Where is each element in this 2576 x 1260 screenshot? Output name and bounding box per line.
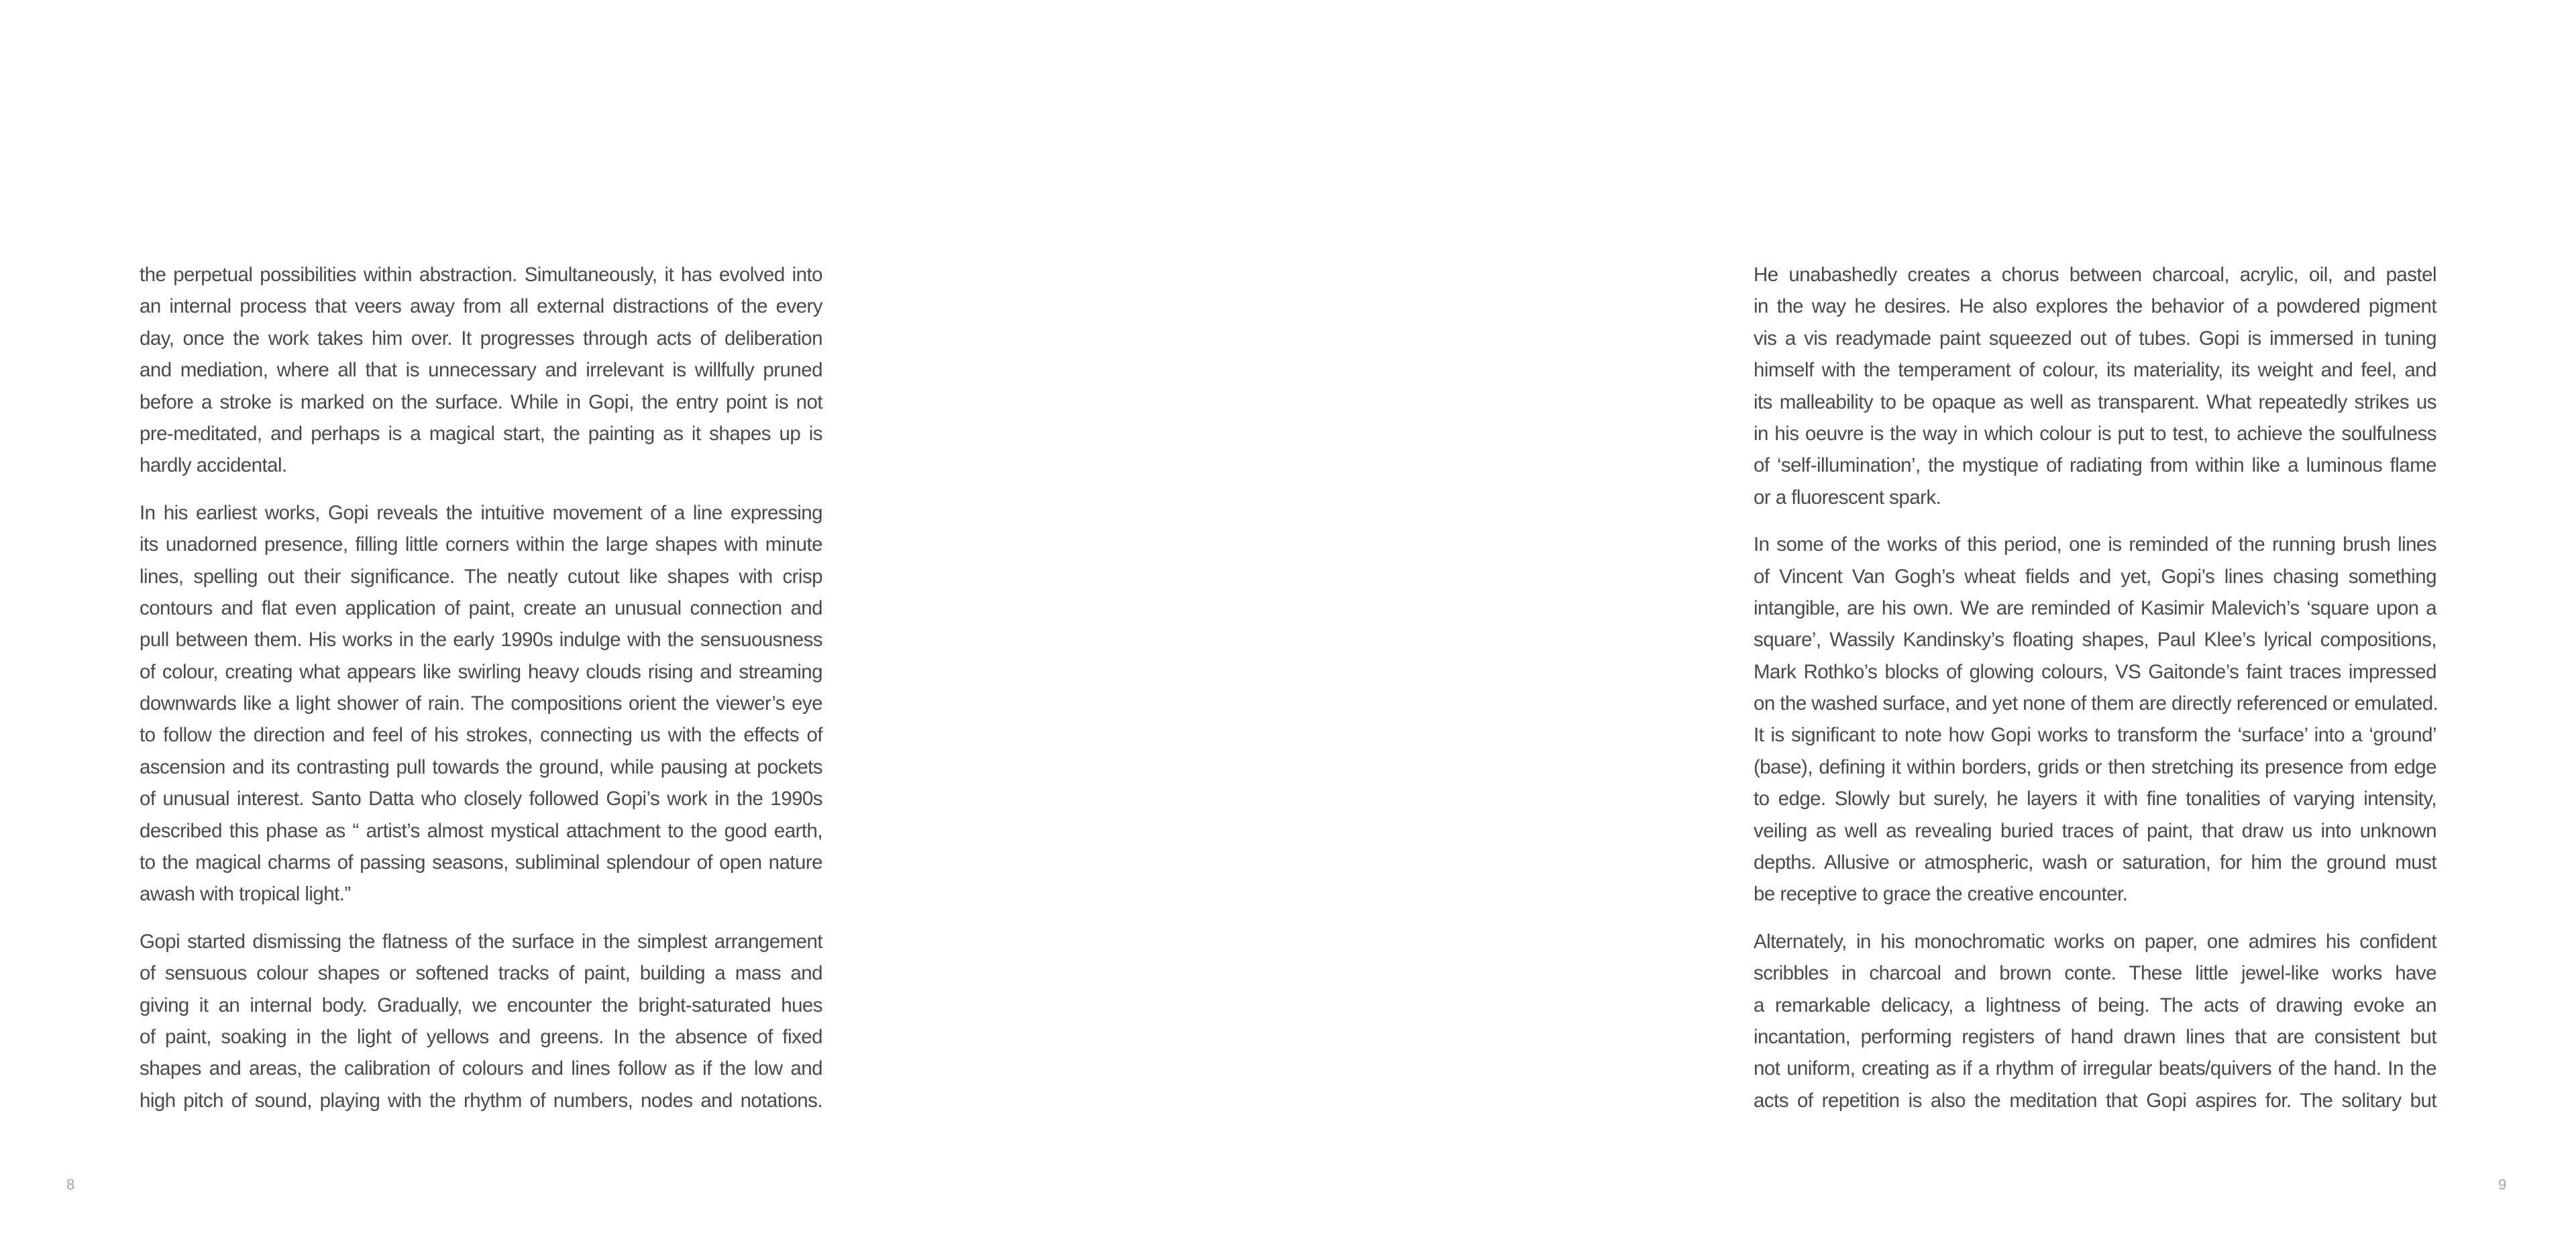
text-line: high pitch of sound, playing with the rhythm of numbers, nodes and notations. <box>140 1089 822 1112</box>
text-line: the perpetual possibilities within abstraction. Simultaneously, it has evolved into <box>140 264 822 286</box>
body-paragraph <box>1754 926 2436 1116</box>
right-text-column <box>1754 259 2436 1132</box>
text-line: veiling as well as revealing buried traces of paint, that draw us into unknown <box>1754 819 2436 842</box>
text-line: square’, Wassily Kandinsky’s floating shapes, Paul Klee’s lyrical compositions, <box>1754 629 2436 651</box>
text-line: intangible, are his own. We are reminded of Kasimir Malevich’s ‘square upon a <box>1754 596 2436 619</box>
text-line: of colour, creating what appears like swirling heavy clouds rising and streaming <box>140 660 822 683</box>
text-line: of Vincent Van Gogh’s wheat fields and yet, Gopi’s lines chasing something <box>1754 565 2436 588</box>
text-line: contours and flat even application of paint, create an unusual connection and <box>140 596 822 619</box>
text-line: shapes and areas, the calibration of colours and lines follow as if the low and <box>140 1057 822 1080</box>
text-line: described this phase as “ artist’s almost mystical attachment to the good earth, <box>140 819 822 842</box>
body-paragraph <box>1754 529 2436 910</box>
page-number-left: 8 <box>66 1176 75 1193</box>
text-line: its malleability to be opaque as well as transparent. What repeatedly strikes us <box>1754 390 2436 413</box>
text-line: lines, spelling out their significance. The neatly cutout like shapes with crisp <box>140 565 822 588</box>
text-line: an internal process that veers away from all external distractions of the every <box>140 295 822 318</box>
text-line: and mediation, where all that is unnecessary and irrelevant is willfully pruned <box>140 359 822 382</box>
text-line: of unusual interest. Santo Datta who closely followed Gopi’s work in the 1990s <box>140 788 822 810</box>
text-line: ascension and its contrasting pull towards the ground, while pausing at pockets <box>140 755 822 778</box>
text-line: Mark Rothko’s blocks of glowing colours, VS Gaitonde’s faint traces impressed <box>1754 660 2436 683</box>
text-line: (base), defining it within borders, grids or then stretching its presence from edge <box>1754 755 2436 778</box>
text-line: be receptive to grace the creative encounter. <box>1754 883 2128 906</box>
body-paragraph <box>140 926 822 1116</box>
body-paragraph <box>140 497 822 910</box>
text-line: downwards like a light shower of rain. The compositions orient the viewer’s eye <box>140 692 822 715</box>
text-line: He unabashedly creates a chorus between charcoal, acrylic, oil, and pastel <box>1754 264 2436 286</box>
text-line: depths. Allusive or atmospheric, wash or saturation, for him the ground must <box>1754 851 2436 874</box>
text-line: vis a vis readymade paint squeezed out of tubes. Gopi is immersed in tuning <box>1754 327 2436 350</box>
text-line: of paint, soaking in the light of yellows and greens. In the absence of fixed <box>140 1025 822 1048</box>
text-line: of ‘self-illumination’, the mystique of radiating from within like a luminous flame <box>1754 454 2436 477</box>
text-line: incantation, performing registers of hand drawn lines that are consistent but <box>1754 1025 2436 1048</box>
text-line: in the way he desires. He also explores the behavior of a powdered pigment <box>1754 295 2436 318</box>
left-text-column <box>140 259 822 1132</box>
right-page <box>1288 0 2576 1260</box>
text-line: to the magical charms of passing seasons, subliminal splendour of open nature <box>140 851 822 874</box>
text-line: or a fluorescent spark. <box>1754 486 1941 509</box>
text-line: hardly accidental. <box>140 454 287 477</box>
text-line: It is significant to note how Gopi works to transform the ‘surface’ into a ‘ground’ <box>1754 724 2436 747</box>
text-line: pre-meditated, and perhaps is a magical start, the painting as it shapes up is <box>140 422 822 445</box>
body-paragraph <box>140 259 822 482</box>
text-line: acts of repetition is also the meditation that Gopi aspires for. The solitary but <box>1754 1089 2436 1112</box>
text-line: In his earliest works, Gopi reveals the intuitive movement of a line expressing <box>140 501 822 524</box>
text-line: to follow the direction and feel of his strokes, connecting us with the effects of <box>140 724 822 747</box>
text-line: before a stroke is marked on the surface. While in Gopi, the entry point is not <box>140 390 822 413</box>
text-line: scribbles in charcoal and brown conte. These little jewel-like works have <box>1754 962 2436 985</box>
page-number-right: 9 <box>2498 1176 2507 1193</box>
text-line: on the washed surface, and yet none of them are directly referenced or emulated. <box>1754 692 2438 715</box>
text-line: not uniform, creating as if a rhythm of irregular beats/quivers of the hand. In the <box>1754 1057 2436 1080</box>
text-line: himself with the temperament of colour, its materiality, its weight and feel, and <box>1754 359 2436 382</box>
text-line: awash with tropical light.” <box>140 883 351 906</box>
text-line: of sensuous colour shapes or softened tracks of paint, building a mass and <box>140 962 822 985</box>
text-line: day, once the work takes him over. It progresses through acts of deliberation <box>140 327 822 350</box>
text-line: a remarkable delicacy, a lightness of being. The acts of drawing evoke an <box>1754 994 2436 1016</box>
body-paragraph <box>1754 259 2436 513</box>
text-line: giving it an internal body. Gradually, we encounter the bright-saturated hues <box>140 994 822 1016</box>
text-line: to edge. Slowly but surely, he layers it with fine tonalities of varying intensity, <box>1754 788 2436 810</box>
text-line: Alternately, in his monochromatic works on paper, one admires his confident <box>1754 930 2436 953</box>
text-line: Gopi started dismissing the flatness of the surface in the simplest arrangement <box>140 930 822 953</box>
text-line: its unadorned presence, filling little corners within the large shapes with minute <box>140 533 822 556</box>
text-line: In some of the works of this period, one is reminded of the running brush lines <box>1754 533 2436 556</box>
text-line: in his oeuvre is the way in which colour is put to test, to achieve the soulfulness <box>1754 422 2436 445</box>
text-line: pull between them. His works in the early 1990s indulge with the sensuousness <box>140 629 822 651</box>
